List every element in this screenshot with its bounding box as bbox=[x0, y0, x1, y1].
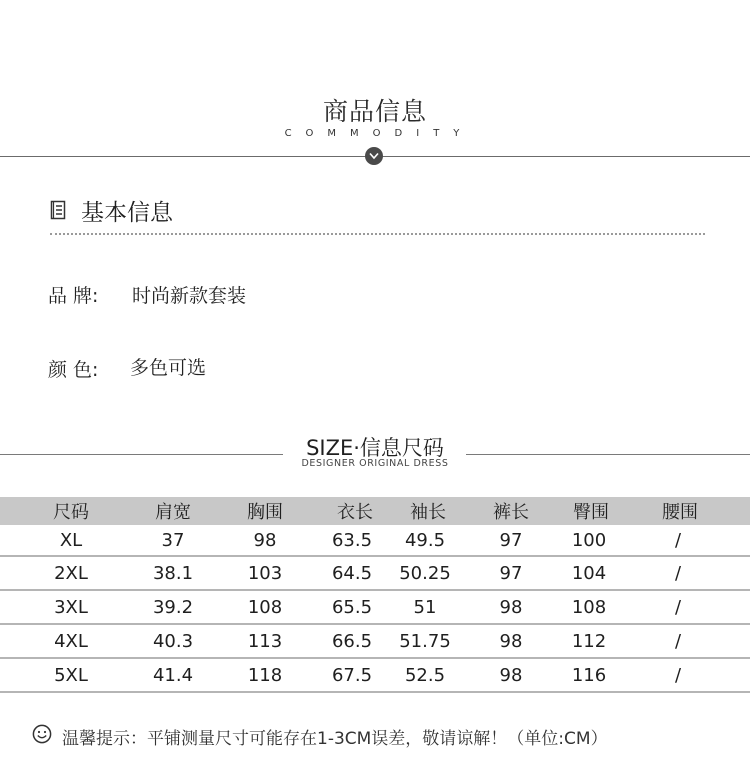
table-cell: / bbox=[674, 562, 682, 584]
table-header-cell: 衣长 bbox=[337, 502, 373, 523]
table-row bbox=[0, 625, 750, 659]
document-icon bbox=[50, 200, 66, 220]
brand-label: 品 牌: bbox=[48, 285, 99, 307]
table-cell: 108 bbox=[247, 596, 283, 618]
table-cell: 65.5 bbox=[331, 596, 373, 618]
table-cell: 104 bbox=[571, 562, 607, 584]
table-row bbox=[0, 659, 750, 693]
measurement-note: 温馨提示：平铺测量尺寸可能存在1-3CM误差，敬请谅解！（单位:CM） bbox=[62, 729, 608, 749]
section-subtitle-commodity: COMMODITY bbox=[284, 128, 474, 139]
table-cell: 63.5 bbox=[331, 529, 373, 551]
table-cell: 50.25 bbox=[399, 562, 451, 584]
color-label: 颜 色: bbox=[48, 359, 99, 381]
table-cell: 66.5 bbox=[331, 630, 373, 652]
table-cell: 52.5 bbox=[404, 664, 446, 686]
table-cell: 67.5 bbox=[331, 664, 373, 686]
table-cell: 4XL bbox=[54, 630, 88, 652]
table-cell: 103 bbox=[247, 562, 283, 584]
table-cell: 98 bbox=[253, 529, 277, 551]
table-cell: / bbox=[674, 596, 682, 618]
chevron-down-icon bbox=[365, 147, 383, 165]
table-cell: 118 bbox=[247, 664, 283, 686]
dotted-divider bbox=[50, 233, 705, 235]
section-title-commodity: 商品信息 bbox=[322, 97, 427, 126]
size-title: SIZE·信息尺码 bbox=[306, 436, 444, 460]
table-cell: 41.4 bbox=[152, 664, 194, 686]
table-header-cell: 袖长 bbox=[410, 502, 446, 523]
table-header-cell: 尺码 bbox=[53, 502, 89, 523]
table-cell: 5XL bbox=[54, 664, 88, 686]
table-cell: 97 bbox=[499, 562, 523, 584]
table-row bbox=[0, 591, 750, 625]
table-cell: 98 bbox=[499, 664, 523, 686]
table-header-cell: 肩宽 bbox=[155, 502, 191, 523]
table-header bbox=[0, 497, 750, 525]
smile-icon bbox=[32, 724, 52, 744]
table-cell: 37 bbox=[161, 529, 185, 551]
table-cell: 112 bbox=[571, 630, 607, 652]
size-table bbox=[0, 497, 750, 693]
table-header-cell: 裤长 bbox=[493, 502, 529, 523]
table-cell: 39.2 bbox=[152, 596, 194, 618]
table-cell: 38.1 bbox=[152, 562, 194, 584]
size-subtitle: DESIGNER ORIGINAL DRESS bbox=[301, 458, 449, 469]
table-cell: 98 bbox=[499, 596, 523, 618]
table-cell: 51.75 bbox=[399, 630, 451, 652]
table-cell: 108 bbox=[571, 596, 607, 618]
color-value: 多色可选 bbox=[130, 357, 207, 379]
table-cell: 64.5 bbox=[331, 562, 373, 584]
table-cell: / bbox=[674, 529, 682, 551]
table-cell: 2XL bbox=[54, 562, 88, 584]
table-cell: 51 bbox=[413, 596, 437, 618]
table-header-cell: 腰围 bbox=[662, 502, 698, 523]
brand-value: 时尚新款套装 bbox=[132, 285, 247, 307]
table-cell: XL bbox=[59, 529, 83, 551]
table-header-cell: 臀围 bbox=[573, 502, 609, 523]
table-cell: / bbox=[674, 630, 682, 652]
table-cell: 116 bbox=[571, 664, 607, 686]
table-row bbox=[0, 525, 750, 557]
table-cell: 98 bbox=[499, 630, 523, 652]
table-cell: 40.3 bbox=[152, 630, 194, 652]
table-header-cell: 胸围 bbox=[247, 502, 283, 523]
table-cell: / bbox=[674, 664, 682, 686]
table-cell: 97 bbox=[499, 529, 523, 551]
table-cell: 100 bbox=[571, 529, 607, 551]
table-row bbox=[0, 557, 750, 591]
basic-info-title: 基本信息 bbox=[81, 200, 173, 226]
table-cell: 113 bbox=[247, 630, 283, 652]
table-cell: 49.5 bbox=[404, 529, 446, 551]
table-cell: 3XL bbox=[54, 596, 88, 618]
